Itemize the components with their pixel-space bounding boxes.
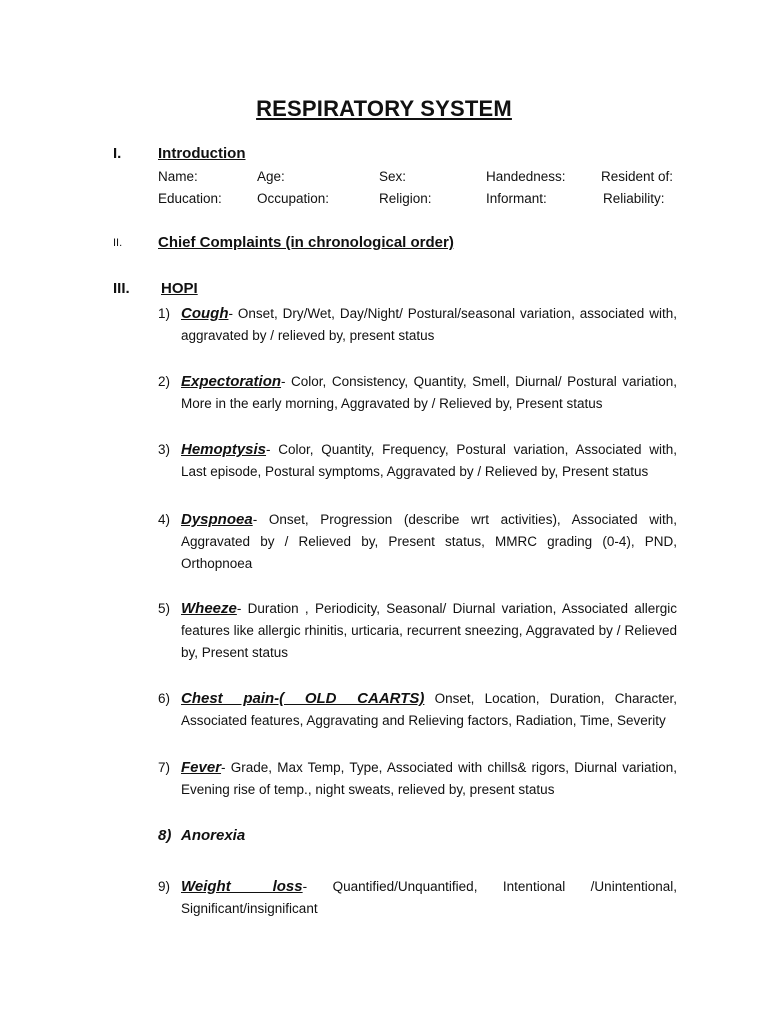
item-description: Duration , Periodicity, Seasonal/ Diurnal variation, Associated allergic features like allergic rhinitis, urticaria, recurrent sneezing, Aggravated by / Relieved by, Present status bbox=[181, 601, 677, 660]
item-term: Wheeze bbox=[181, 600, 237, 617]
item-number: 3) bbox=[158, 442, 171, 457]
hopi-item-hemoptysis bbox=[158, 439, 677, 483]
item-number: 6) bbox=[158, 691, 171, 706]
item-description: Quantified/Unquantified, Intentional /Unintentional, Significant/insignificant bbox=[181, 879, 677, 916]
item-description: Color, Consistency, Quantity, Smell, Diurnal/ Postural variation, More in the early morning, Aggravated by / Relieved by, Present status bbox=[181, 374, 677, 411]
field-name: Name: bbox=[158, 169, 198, 184]
hopi-item-chest-pain bbox=[158, 688, 677, 732]
section-3-numeral: III. bbox=[113, 280, 130, 297]
item-body: Hemoptysis- Color, Quantity, Frequency, Postural variation, Associated with, Last episode, Postural symptoms, Aggravated by / Relieved by, Present status bbox=[181, 441, 677, 479]
item-number: 4) bbox=[158, 512, 171, 527]
item-description: Onset, Dry/Wet, Day/Night/ Postural/seasonal variation, associated with, aggravated by / relieved by, present status bbox=[181, 306, 677, 343]
item-body bbox=[181, 688, 677, 732]
field-education: Education: bbox=[158, 191, 222, 206]
field-reliability: Reliability: bbox=[603, 191, 665, 206]
item-number: 2) bbox=[158, 374, 171, 389]
item-number: 1) bbox=[158, 306, 171, 321]
hopi-item-expectoration bbox=[158, 371, 677, 415]
section-1-heading: Introduction bbox=[158, 145, 246, 162]
hopi-item-anorexia bbox=[158, 825, 677, 847]
item-body: Fever- Grade, Max Temp, Type, Associated with chills& rigors, Diurnal variation, Evening rise of temp., night sweats, relieved by, present status bbox=[181, 759, 677, 797]
item-term: Dyspnoea bbox=[181, 511, 253, 528]
item-body: Dyspnoea- Onset, Progression (describe wrt activities), Associated with, Aggravated by / Relieved by, Present status, MMRC grading (0-4), PND, Orthopnoea bbox=[181, 511, 677, 571]
hopi-item-weight-loss bbox=[158, 876, 677, 920]
section-2-heading: Chief Complaints (in chronological order) bbox=[158, 234, 454, 251]
item-number: 5) bbox=[158, 601, 171, 616]
field-informant: Informant: bbox=[486, 191, 547, 206]
field-age: Age: bbox=[257, 169, 285, 184]
section-2-numeral: II. bbox=[113, 237, 123, 249]
item-term: Anorexia bbox=[181, 827, 246, 844]
item-body: Cough- Onset, Dry/Wet, Day/Night/ Postural/seasonal variation, associated with, aggravated by / relieved by, present status bbox=[181, 305, 677, 343]
item-term: Cough bbox=[181, 305, 229, 322]
section-3-heading: HOPI bbox=[161, 280, 198, 297]
hopi-item-dyspnoea bbox=[158, 509, 677, 575]
item-number: 8) bbox=[158, 827, 172, 844]
item-body: Wheeze- Duration , Periodicity, Seasonal/ Diurnal variation, Associated allergic features like allergic rhinitis, urticaria, recurrent sneezing, Aggravated by / Relieved by, Present status bbox=[181, 600, 677, 660]
item-description: Onset, Location, Duration, Character, Associated features, Aggravating and Relieving factors, Radiation, Time, Severity bbox=[181, 691, 678, 728]
item-description: Grade, Max Temp, Type, Associated with chills& rigors, Diurnal variation, Evening rise of temp., night sweats, relieved by, present status bbox=[181, 760, 677, 797]
item-body: Expectoration- Color, Consistency, Quantity, Smell, Diurnal/ Postural variation, More in the early morning, Aggravated by / Relieved by, Present status bbox=[181, 373, 677, 411]
field-sex: Sex: bbox=[379, 169, 407, 184]
document-title: RESPIRATORY SYSTEM bbox=[256, 96, 512, 121]
field-occupation: Occupation: bbox=[257, 191, 330, 206]
field-resident-of: Resident of: bbox=[601, 169, 674, 184]
hopi-item-wheeze bbox=[158, 598, 677, 664]
item-body bbox=[181, 825, 677, 847]
field-handedness: Handedness: bbox=[486, 169, 566, 184]
field-religion: Religion: bbox=[379, 191, 432, 206]
hopi-item-cough bbox=[158, 303, 677, 347]
item-description: Color, Quantity, Frequency, Postural variation, Associated with, Last episode, Postural symptoms, Aggravated by / Relieved by, Present status bbox=[181, 442, 677, 479]
item-term: Weight loss bbox=[181, 878, 303, 895]
section-1-numeral: I. bbox=[113, 145, 122, 162]
hopi-item-fever bbox=[158, 757, 677, 801]
item-description: Onset, Progression (describe wrt activities), Associated with, Aggravated by / Relieved by, Present status, MMRC grading (0-4), PND, Orthopnoea bbox=[181, 512, 677, 571]
item-term: Expectoration bbox=[181, 373, 282, 390]
item-body: Weight loss- Quantified/Unquantified, Intentional /Unintentional, Significant/insignificant bbox=[181, 878, 677, 916]
item-term: Fever bbox=[181, 759, 222, 776]
item-term: Chest pain-( OLD CAARTS) bbox=[181, 690, 425, 707]
item-number: 7) bbox=[158, 760, 171, 775]
item-number: 9) bbox=[158, 879, 171, 894]
item-term: Hemoptysis bbox=[181, 441, 267, 458]
